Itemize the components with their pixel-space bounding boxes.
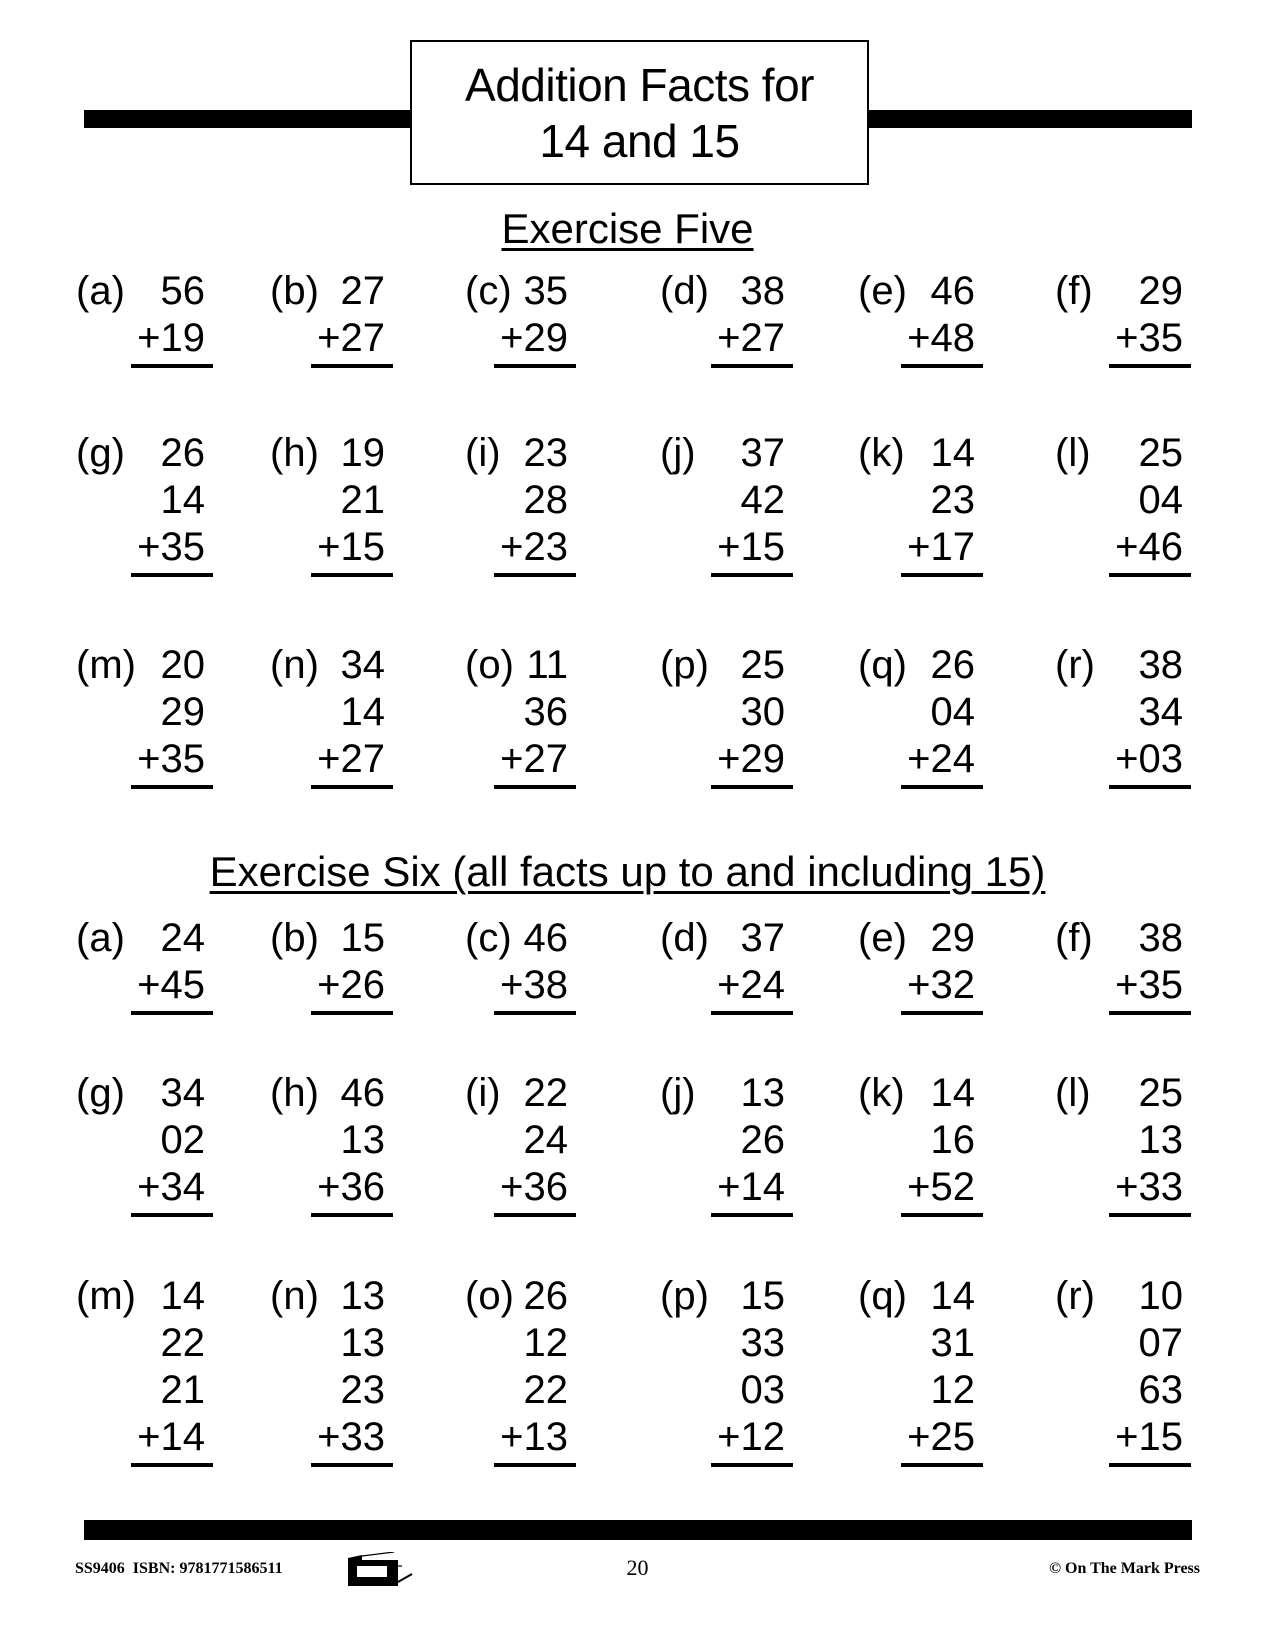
final-addend: +15 [1115,1415,1183,1459]
addend: 25 [740,643,785,687]
number-stack [317,430,385,571]
addend: 26 [160,431,205,475]
addend: 14 [930,1071,975,1115]
problem-label: (d) [660,916,709,960]
answer-line [1109,1011,1191,1015]
title-line-1: Addition Facts for [465,58,814,111]
exercise-six-heading [0,848,1265,896]
answer-line [1109,573,1191,577]
number-stack [1115,1070,1183,1211]
title-line-2: 14 and 15 [539,114,740,167]
number-stack [500,915,568,1009]
number-stack [907,1070,975,1211]
answer-line [131,364,213,368]
addend: 14 [930,1274,975,1318]
answer-line [311,1011,393,1015]
final-addend: +15 [317,525,385,569]
answer-line [901,573,983,577]
answer-line [131,1213,213,1217]
final-addend: +26 [317,963,385,1007]
answer-line [1109,1213,1191,1217]
final-addend: +29 [500,316,568,360]
answer-line [494,364,576,368]
exercise-five-heading-text: Exercise Five [501,205,754,252]
addend: 19 [340,431,385,475]
number-stack [137,915,205,1009]
addend: 02 [160,1118,205,1162]
addend: 56 [160,269,205,313]
problem-label: (b) [270,269,319,313]
final-addend: +46 [1115,525,1183,569]
number-stack [1115,642,1183,783]
addend: 14 [930,431,975,475]
number-stack [317,1070,385,1211]
number-stack [317,915,385,1009]
addend: 04 [1138,478,1183,522]
problem-label: (r) [1055,643,1095,687]
addend: 14 [160,478,205,522]
problem-label: (m) [76,1274,136,1318]
final-addend: +32 [907,963,975,1007]
problem-label: (a) [76,916,125,960]
answer-line [711,1463,793,1467]
number-stack [907,915,975,1009]
problem-label: (n) [270,643,319,687]
footer-copyright: © On The Mark Press [1049,1560,1200,1577]
final-addend: +24 [717,963,785,1007]
addend: 13 [340,1274,385,1318]
number-stack [500,642,568,783]
answer-line [311,573,393,577]
addend: 37 [740,916,785,960]
problem-label: (e) [858,269,907,313]
final-addend: +33 [317,1415,385,1459]
addend: 22 [523,1071,568,1115]
addend: 23 [523,431,568,475]
final-addend: +19 [137,316,205,360]
answer-line [131,573,213,577]
answer-line [494,1011,576,1015]
final-addend: +14 [717,1165,785,1209]
problem-label: (o) [465,1274,514,1318]
answer-line [901,1011,983,1015]
number-stack [317,268,385,362]
addend: 29 [160,690,205,734]
problem-label: (b) [270,916,319,960]
answer-line [711,573,793,577]
final-addend: +14 [137,1415,205,1459]
final-addend: +33 [1115,1165,1183,1209]
final-addend: +13 [500,1415,568,1459]
number-stack [317,1273,385,1461]
problem-label: (d) [660,269,709,313]
addend: 27 [340,269,385,313]
answer-line [494,1463,576,1467]
problem-label: (h) [270,1071,319,1115]
title-box [410,40,869,185]
answer-line [494,573,576,577]
number-stack [500,430,568,571]
addend: 12 [523,1321,568,1365]
problem-label: (p) [660,643,709,687]
number-stack [717,1273,785,1461]
addend: 20 [160,643,205,687]
addend: 34 [1138,690,1183,734]
addend: 46 [930,269,975,313]
final-addend: +36 [500,1165,568,1209]
final-addend: +45 [137,963,205,1007]
top-rule-right [868,110,1192,128]
problem-label: (h) [270,431,319,475]
problem-label: (q) [858,643,907,687]
final-addend: +27 [717,316,785,360]
number-stack [717,1070,785,1211]
addend: 29 [930,916,975,960]
problem-label: (e) [858,916,907,960]
answer-line [131,1463,213,1467]
problem-label: (k) [858,431,905,475]
number-stack [717,430,785,571]
answer-line [711,1213,793,1217]
addend: 12 [930,1368,975,1412]
problem-label: (c) [465,916,512,960]
answer-line [494,1213,576,1217]
addend: 16 [930,1118,975,1162]
problem-label: (p) [660,1274,709,1318]
number-stack [137,1070,205,1211]
answer-line [131,1011,213,1015]
top-rule-left [84,110,414,128]
answer-line [1109,785,1191,789]
problem-label: (i) [465,431,501,475]
answer-line [711,364,793,368]
number-stack [500,1070,568,1211]
answer-line [1109,364,1191,368]
addend: 63 [1138,1368,1183,1412]
addend: 42 [740,478,785,522]
number-stack [1115,915,1183,1009]
addend: 21 [160,1368,205,1412]
addend: 29 [1138,269,1183,313]
problem-label: (n) [270,1274,319,1318]
final-addend: +35 [1115,963,1183,1007]
problem-label: (g) [76,431,125,475]
addend: 37 [740,431,785,475]
problem-label: (k) [858,1071,905,1115]
addend: 15 [740,1274,785,1318]
addend: 46 [523,916,568,960]
final-addend: +35 [1115,316,1183,360]
addend: 36 [523,690,568,734]
problem-label: (r) [1055,1274,1095,1318]
answer-line [901,785,983,789]
addend: 25 [1138,1071,1183,1115]
final-addend: +27 [317,316,385,360]
addend: 38 [1138,643,1183,687]
addend: 23 [930,478,975,522]
answer-line [131,785,213,789]
addend: 33 [740,1321,785,1365]
page-number: 20 [626,1555,649,1580]
answer-line [311,1213,393,1217]
number-stack [317,642,385,783]
problem-label: (j) [660,1071,696,1115]
addend: 13 [340,1321,385,1365]
final-addend: +27 [500,737,568,781]
final-addend: +36 [317,1165,385,1209]
footer-code-isbn: SS9406 ISBN: 9781771586511 [75,1560,283,1577]
number-stack [717,915,785,1009]
addend: 15 [340,916,385,960]
answer-line [311,1463,393,1467]
answer-line [1109,1463,1191,1467]
number-stack [500,1273,568,1461]
addend: 22 [160,1321,205,1365]
final-addend: +29 [717,737,785,781]
answer-line [311,785,393,789]
answer-line [901,1213,983,1217]
number-stack [1115,1273,1183,1461]
problem-label: (l) [1055,431,1091,475]
problem-label: (f) [1055,916,1093,960]
addend: 34 [160,1071,205,1115]
exercise-six-heading-text: Exercise Six (all facts up to and including 15) [209,848,1046,895]
addend: 07 [1138,1321,1183,1365]
number-stack [1115,430,1183,571]
problem-label: (a) [76,269,125,313]
addend: 23 [340,1368,385,1412]
final-addend: +03 [1115,737,1183,781]
addend: 34 [340,643,385,687]
addend: 26 [740,1118,785,1162]
addend: 11 [526,643,568,687]
final-addend: +52 [907,1165,975,1209]
final-addend: +12 [717,1415,785,1459]
addend: 31 [930,1321,975,1365]
addend: 25 [1138,431,1183,475]
addend: 21 [340,478,385,522]
final-addend: +23 [500,525,568,569]
number-stack [907,268,975,362]
final-addend: +48 [907,316,975,360]
number-stack [907,642,975,783]
addend: 26 [523,1274,568,1318]
exercise-five-heading [0,205,1265,253]
final-addend: +35 [137,525,205,569]
problem-label: (l) [1055,1071,1091,1115]
final-addend: +25 [907,1415,975,1459]
number-stack [500,268,568,362]
problem-label: (q) [858,1274,907,1318]
final-addend: +34 [137,1165,205,1209]
addend: 38 [1138,916,1183,960]
problem-label: (j) [660,431,696,475]
answer-line [901,1463,983,1467]
final-addend: +17 [907,525,975,569]
problem-label: (m) [76,643,136,687]
number-stack [717,268,785,362]
number-stack [907,430,975,571]
number-stack [137,642,205,783]
number-stack [907,1273,975,1461]
final-addend: +38 [500,963,568,1007]
addend: 03 [740,1368,785,1412]
addend: 24 [523,1118,568,1162]
addend: 22 [523,1368,568,1412]
number-stack [137,1273,205,1461]
problem-label: (f) [1055,269,1093,313]
problem-label: (c) [465,269,512,313]
addend: 13 [340,1118,385,1162]
number-stack [717,642,785,783]
final-addend: +15 [717,525,785,569]
problem-label: (i) [465,1071,501,1115]
answer-line [311,364,393,368]
problem-label: (g) [76,1071,125,1115]
addend: 35 [523,269,568,313]
addend: 10 [1138,1274,1183,1318]
number-stack [137,430,205,571]
final-addend: +24 [907,737,975,781]
answer-line [711,1011,793,1015]
answer-line [711,785,793,789]
answer-line [494,785,576,789]
addend: 46 [340,1071,385,1115]
addend: 28 [523,478,568,522]
problem-label: (o) [465,643,514,687]
number-stack [137,268,205,362]
addend: 38 [740,269,785,313]
addend: 24 [160,916,205,960]
addend: 30 [740,690,785,734]
answer-line [901,364,983,368]
addend: 14 [160,1274,205,1318]
addend: 14 [340,690,385,734]
addend: 26 [930,643,975,687]
final-addend: +27 [317,737,385,781]
addend: 04 [930,690,975,734]
addend: 13 [1138,1118,1183,1162]
number-stack [1115,268,1183,362]
bottom-rule [84,1520,1192,1540]
addend: 13 [740,1071,785,1115]
final-addend: +35 [137,737,205,781]
